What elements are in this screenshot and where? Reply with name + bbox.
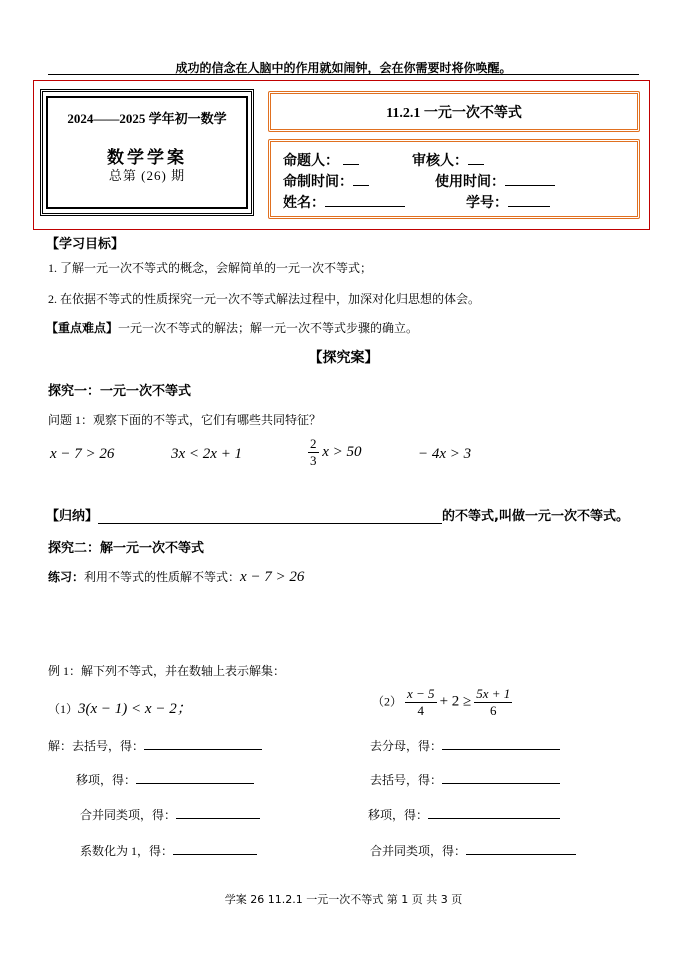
step-row bbox=[370, 842, 576, 859]
step-row bbox=[370, 737, 560, 754]
step-label: 合并同类项，得： bbox=[80, 808, 177, 822]
use-time-field bbox=[435, 171, 555, 191]
plan-title: 数学学案 bbox=[107, 148, 187, 167]
step-row bbox=[76, 771, 254, 788]
author-field bbox=[283, 150, 359, 170]
fraction bbox=[405, 686, 437, 719]
fraction-numerator: x − 5 bbox=[407, 686, 435, 701]
explore2-heading: 探究二：解一元一次不等式 bbox=[48, 541, 205, 556]
name-field bbox=[283, 192, 405, 212]
goals-heading: 【学习目标】 bbox=[46, 237, 125, 252]
inequality-2: 3x < 2x + 1 bbox=[171, 446, 243, 462]
key-points bbox=[46, 319, 418, 336]
inequality-3-rest: x > 50 bbox=[322, 443, 362, 460]
problem-1-expression: 3(x − 1) < x − 2； bbox=[78, 701, 192, 717]
reviewer-blank[interactable] bbox=[468, 164, 484, 165]
inequality-4: − 4x > 3 bbox=[418, 446, 472, 462]
practice-inequality: x − 7 > 26 bbox=[240, 569, 305, 585]
step-row bbox=[80, 806, 260, 823]
question-1: 问题 1：观察下面的不等式，它们有哪些共同特征？ bbox=[48, 413, 322, 427]
explore1-heading: 探究一：一元一次不等式 bbox=[48, 384, 192, 399]
problem-2-middle: + 2 ≥ bbox=[439, 693, 472, 710]
author-blank[interactable] bbox=[343, 164, 359, 165]
made-time-label: 命制时间： bbox=[283, 174, 353, 190]
student-no-blank[interactable] bbox=[508, 206, 550, 207]
step-blank[interactable] bbox=[428, 818, 560, 819]
motto-divider bbox=[48, 74, 639, 75]
reviewer-label: 审核人： bbox=[412, 153, 468, 169]
practice-label: 练习： bbox=[48, 570, 85, 584]
student-no-field bbox=[466, 192, 550, 212]
school-year: 2024——2025 学年初一数学 bbox=[67, 111, 227, 126]
inequality-1: x − 7 > 26 bbox=[50, 446, 115, 462]
example-intro: 例 1：解下列不等式，并在数轴上表示解集： bbox=[48, 664, 286, 678]
step-row bbox=[368, 806, 560, 823]
page-footer: 学案 26 11.2.1 一元一次不等式 第 1 页 共 3 页 bbox=[224, 893, 463, 906]
fraction-numerator: 5x + 1 bbox=[476, 686, 511, 701]
step-blank[interactable] bbox=[144, 749, 262, 750]
step-label: 合并同类项，得： bbox=[370, 844, 467, 858]
problem-1 bbox=[48, 697, 192, 718]
lesson-title: 11.2.1 一元一次不等式 bbox=[386, 106, 522, 121]
fraction bbox=[474, 686, 512, 719]
step-row bbox=[370, 771, 560, 788]
problem-2-label: （2） bbox=[372, 694, 403, 709]
step-blank[interactable] bbox=[442, 783, 560, 784]
inequality-3 bbox=[308, 436, 362, 469]
summary-blank[interactable] bbox=[98, 510, 442, 524]
step-blank[interactable] bbox=[442, 749, 560, 750]
step-label: 移项，得： bbox=[368, 808, 429, 822]
key-points-text: 一元一次不等式的解法；解一元一次不等式步骤的确立。 bbox=[118, 321, 419, 335]
fraction-numerator: 2 bbox=[310, 436, 317, 451]
summary-label: 【归纳】 bbox=[46, 509, 99, 524]
step-label: 去括号，得： bbox=[370, 773, 443, 787]
student-no-label: 学号： bbox=[466, 195, 508, 211]
reviewer-field bbox=[412, 150, 484, 170]
step-label: 系数化为 1，得： bbox=[80, 844, 174, 858]
made-time-field bbox=[283, 171, 369, 191]
use-time-blank[interactable] bbox=[505, 185, 555, 186]
issue-number: 总第 (26) 期 bbox=[108, 168, 186, 183]
made-time-blank[interactable] bbox=[353, 185, 369, 186]
use-time-label: 使用时间： bbox=[435, 174, 505, 190]
goal-item: 1. 了解一元一次不等式的概念，会解简单的一元一次不等式； bbox=[48, 261, 373, 275]
fraction bbox=[308, 436, 319, 469]
step-label: 移项，得： bbox=[76, 773, 137, 787]
step-blank[interactable] bbox=[136, 783, 254, 784]
name-blank[interactable] bbox=[325, 206, 405, 207]
practice-text: 利用不等式的性质解不等式： bbox=[84, 570, 241, 584]
step-blank[interactable] bbox=[173, 854, 257, 855]
step-row bbox=[80, 842, 257, 859]
goal-item: 2. 在依据不等式的性质探究一元一次不等式解法过程中，加深对化归思想的体会。 bbox=[48, 292, 481, 306]
problem-1-label: （1） bbox=[48, 702, 79, 716]
fraction-denominator: 3 bbox=[310, 453, 317, 468]
step-blank[interactable] bbox=[466, 854, 576, 855]
name-label: 姓名： bbox=[283, 195, 325, 211]
fraction-denominator: 6 bbox=[490, 703, 497, 718]
step-label: 解：去括号，得： bbox=[48, 739, 145, 753]
summary-suffix: 的不等式,叫做一元一次不等式。 bbox=[442, 509, 629, 524]
problem-2 bbox=[372, 686, 512, 719]
step-blank[interactable] bbox=[176, 818, 260, 819]
key-points-label: 【重点难点】 bbox=[46, 321, 119, 335]
step-label: 去分母，得： bbox=[370, 739, 443, 753]
author-label: 命题人： bbox=[283, 153, 339, 169]
practice bbox=[48, 568, 304, 586]
summary bbox=[46, 505, 629, 524]
fraction-denominator: 4 bbox=[417, 703, 425, 718]
motto: 成功的信念在人脑中的作用就如闹钟，会在你需要时将你唤醒。 bbox=[175, 61, 512, 75]
explore-heading: 【探究案】 bbox=[308, 350, 379, 366]
step-row bbox=[48, 737, 262, 754]
